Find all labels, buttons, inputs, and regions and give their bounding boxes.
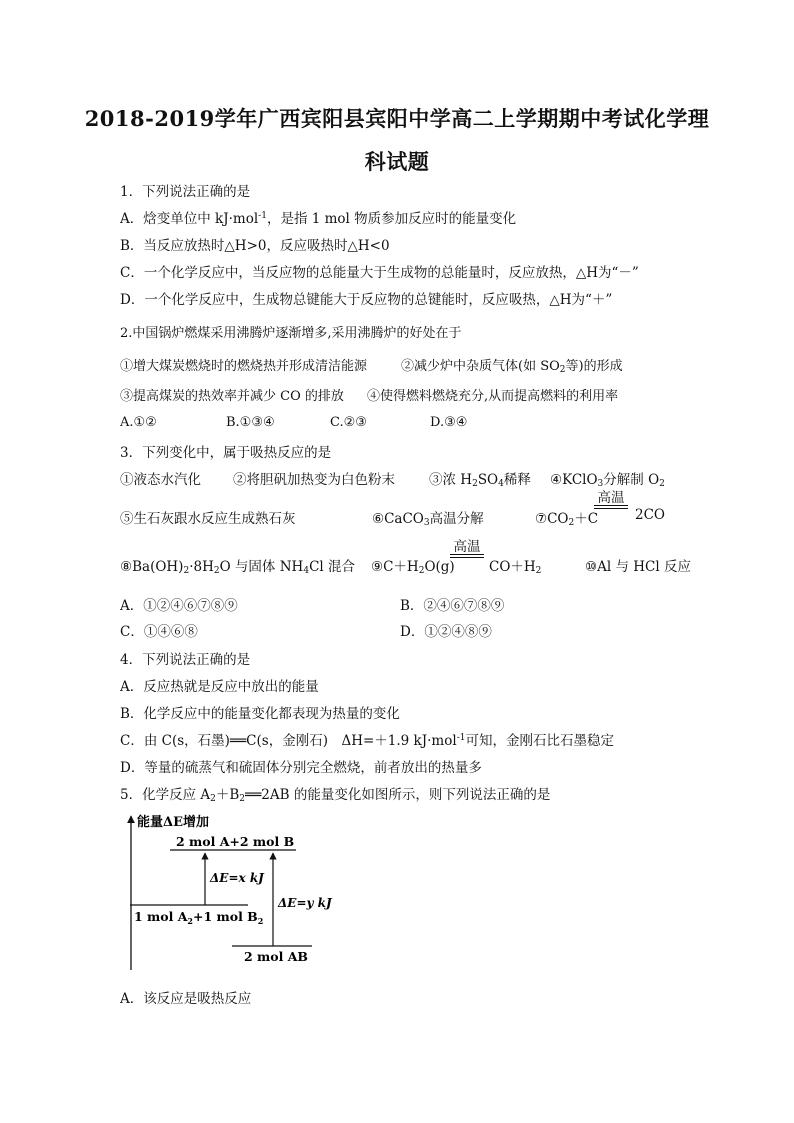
q1-stem: 1．下列说法正确的是: [120, 184, 251, 200]
arrow-y-label: ΔE=y kJ: [278, 896, 332, 910]
q4-option-d: D．等量的硫蒸气和硫固体分别完全燃烧，前者放出的热量多: [120, 760, 482, 776]
q3-item-7: $⑦CO_2+C$: [535, 511, 599, 528]
q3-option-b: B．②④⑥⑦⑧⑨: [400, 598, 505, 614]
q2-stem: 2.中国锅炉燃煤采用沸腾炉逐渐增多,采用沸腾炉的好处在于: [120, 326, 462, 341]
q2-option-b: B.①③④: [226, 415, 275, 430]
q3-item-8: $⑧Ba(OH)_2\cdot 8H_2O$ 与固体 $NH_4Cl$ 混合: [120, 559, 356, 576]
q3-item-7-product: 2CO: [635, 507, 665, 523]
q2-option-d: D.③④: [430, 415, 468, 430]
q3-item-9: $⑨C+H_2O(g)$: [371, 559, 455, 576]
q3-item-2: ②将胆矾加热变为白色粉末: [233, 472, 395, 488]
q1-option-d: D．一个化学反应中，生成物总键能大于反应物的总键能时，反应吸热，△H为“＋”: [120, 292, 613, 308]
q3-item-4: ④KClO$_3$分解制 $O_2$: [550, 472, 665, 489]
level-middle-label: 1 mol $A_2+1$ mol $B_2$: [134, 909, 264, 926]
q4-stem: 4．下列说法正确的是: [120, 652, 251, 668]
q3-item-1: ①液态水汽化: [120, 472, 201, 488]
page-title-line2: 科试题: [364, 149, 430, 174]
arrow-x-label: ΔE=x kJ: [210, 871, 264, 885]
energy-diagram: [120, 810, 380, 980]
q3-item-9-condition: 高温: [450, 540, 484, 558]
q3-option-d: D．①②④⑧⑨: [400, 624, 492, 640]
q3-item-7-condition: 高温: [594, 491, 628, 509]
q5-option-a: A．该反应是吸热反应: [120, 991, 252, 1007]
q3-option-c: C．①④⑥⑧: [120, 624, 198, 640]
q3-option-a: A．①②④⑥⑦⑧⑨: [120, 598, 238, 614]
q3-stem: 3．下列变化中，属于吸热反应的是: [120, 445, 332, 461]
q2-choice-2: ②减少炉中杂质气体(如 $SO_2$等)的形成: [401, 359, 623, 375]
q2-choice-1: ①增大煤炭燃烧时的燃烧热并形成清洁能源: [120, 359, 368, 374]
q1-option-a: A．焓变单位中 kJ·mol$^{-1}$，是指 1 mol 物质参加反应时的能量变化: [120, 211, 517, 227]
q2-option-c: C.②③: [330, 415, 367, 430]
q3-item-6: ⑥CaCO$_3$高温分解: [372, 511, 484, 528]
q2-choice-4: ④使得燃料燃烧充分,从而提高燃料的利用率: [367, 389, 619, 404]
q5-stem: 5．化学反应 $A_2+B_2══2AB$ 的能量变化如图所示，则下列说法正确的是: [120, 787, 551, 804]
q3-item-10: ⑩Al 与 HCl 反应: [585, 559, 691, 575]
level-bottom-label: 2 mol AB: [244, 949, 308, 964]
q3-item-3: ③浓 $H_2SO_4$稀释: [429, 472, 531, 489]
level-top-label: 2 mol A+2 mol B: [176, 834, 295, 849]
q4-option-c: C．由 C(s，石墨)══C(s，金刚石) ΔH=＋1.9 kJ·mol$^{-1}$可知，金刚石比石墨稳定: [120, 733, 614, 749]
q3-item-5: ⑤生石灰跟水反应生成熟石灰: [120, 511, 296, 527]
q4-option-b: B．化学反应中的能量变化都表现为热量的变化: [120, 706, 400, 722]
q1-option-b: B．当反应放热时△H>0，反应吸热时△H<0: [120, 238, 390, 254]
q4-option-a: A．反应热就是反应中放出的能量: [120, 679, 319, 695]
q3-item-9-product: $CO+H_2$: [489, 559, 542, 576]
q1-option-c: C．一个化学反应中，当反应物的总能量大于生成物的总能量时，反应放热，△H为“－”: [120, 265, 639, 281]
q2-option-a: A.①②: [120, 415, 157, 430]
q2-choice-3: ③提高煤炭的热效率并减少 CO 的排放: [120, 389, 344, 404]
page-title-line1: 2018-2019学年广西宾阳县宾阳中学高二上学期期中考试化学理: [84, 106, 710, 131]
energy-axis-label: 能量ΔE增加: [137, 815, 209, 830]
